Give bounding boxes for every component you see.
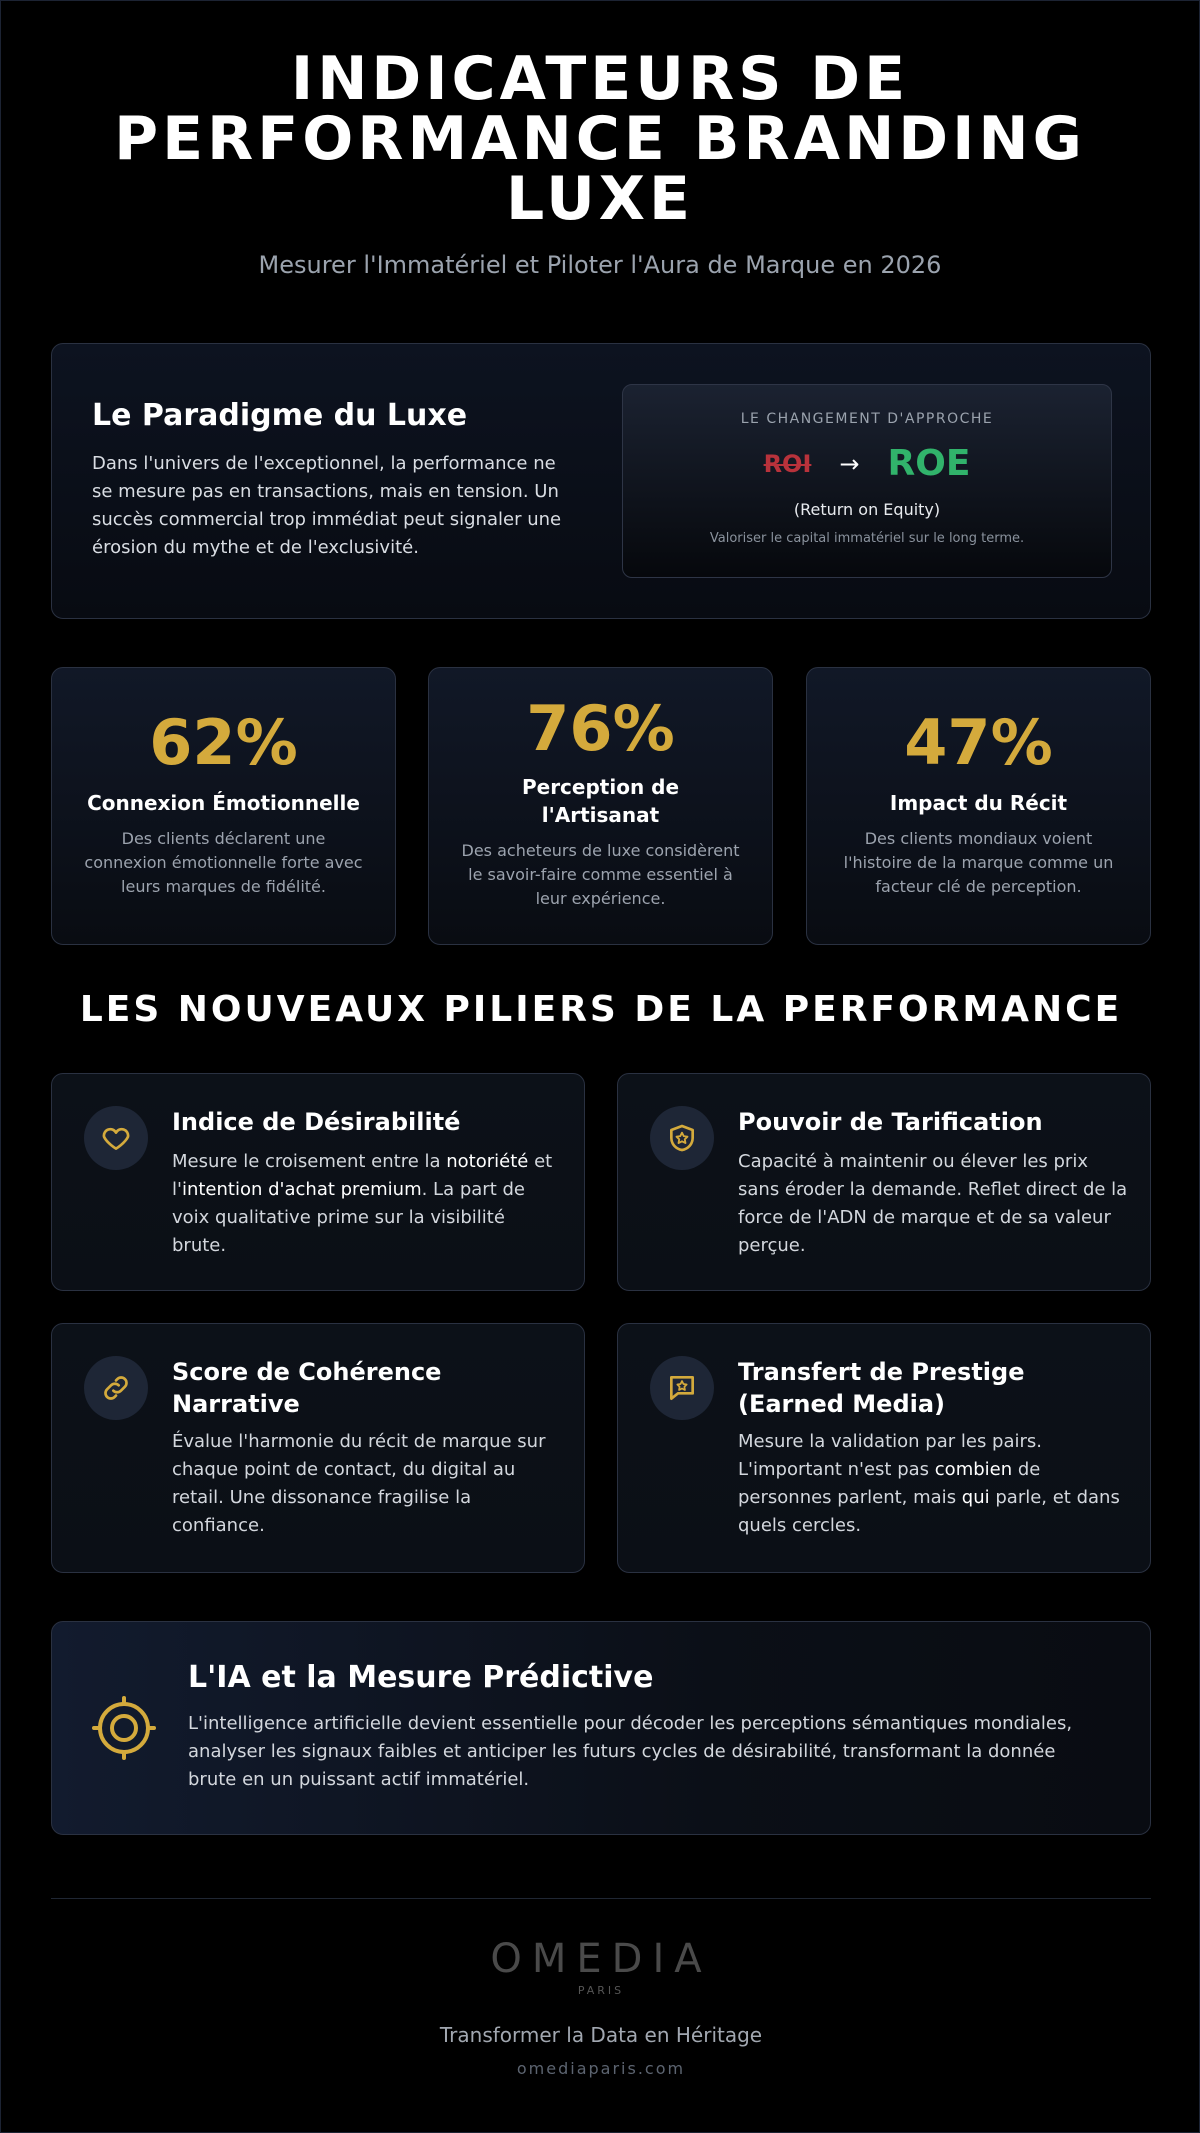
ai-title: L'IA et la Mesure Prédictive xyxy=(188,1660,654,1695)
pillars-section-title: LES NOUVEAUX PILIERS DE LA PERFORMANCE xyxy=(79,989,1123,1030)
shift-row xyxy=(623,443,1111,484)
stat-label: Perception de l'Artisanat xyxy=(521,775,680,827)
paradigm-title: Le Paradigme du Luxe xyxy=(92,398,468,433)
roe-label: ROE xyxy=(887,443,971,484)
stat-description: Des clients mondiaux voient l'histoire de la marque comme un facteur clé de perception. xyxy=(843,829,1114,896)
approach-shift-box xyxy=(622,384,1112,578)
pillar-title: Transfert de Prestige (Earned Media) xyxy=(738,1358,1025,1418)
stat-card xyxy=(428,667,773,945)
footer-divider xyxy=(51,1898,1151,1899)
paradigm-body: Dans l'univers de l'exceptionnel, la performance ne se mesure pas en transactions, mais en tension. Un succès commercial trop immédiat peut signaler une érosion du mythe et de l'exclusivité. xyxy=(92,453,562,558)
logo-city: PARIS xyxy=(577,1984,625,1997)
roi-label: ROI xyxy=(763,449,812,478)
shield-star-icon xyxy=(650,1106,714,1170)
pillar-body: Capacité à maintenir ou élever les prix sans éroder la demande. Reflet direct de la force de l'ADN de marque et de sa valeur perçue. xyxy=(738,1151,1128,1256)
message-star-icon xyxy=(650,1356,714,1420)
ai-body: L'intelligence artificielle devient essentielle pour décoder les perceptions sémantiques mondiales, analyser les signaux faibles et anticiper les futurs cycles de désirabilité, transformant la donnée brute en un puissant actif immatériel. xyxy=(188,1713,1073,1790)
arrow-right-icon: → xyxy=(839,449,860,478)
omedia-logo: OMEDIA xyxy=(490,1936,712,1982)
pillar-body: Mesure la validation par les pairs. L'important n'est pas combien de personnes parlent, mais qui parle, et dans quels cercles. xyxy=(738,1431,1120,1536)
website-link[interactable]: omediaparis.com xyxy=(516,2059,686,2078)
stat-description: Des clients déclarent une connexion émotionnelle forte avec leurs marques de fidélité. xyxy=(84,829,363,896)
stat-value: 47% xyxy=(904,706,1053,779)
shift-eyebrow: LE CHANGEMENT D'APPROCHE xyxy=(740,411,994,427)
target-gear-icon xyxy=(92,1696,156,1760)
heart-icon xyxy=(84,1106,148,1170)
pillar-card-pricing-power xyxy=(617,1073,1151,1291)
roe-expansion: (Return on Equity) xyxy=(793,500,941,519)
stat-card xyxy=(806,667,1151,945)
footer xyxy=(1,1936,1200,2078)
shift-description: Valoriser le capital immatériel sur le long terme. xyxy=(709,531,1025,546)
ai-predictive-card xyxy=(51,1621,1151,1835)
pillar-body: Mesure le croisement entre la notoriété et l'intention d'achat premium. La part de voix qualitative prime sur la visibilité brute. xyxy=(172,1151,553,1256)
pillar-title: Pouvoir de Tarification xyxy=(738,1108,1043,1136)
page-subtitle: Mesurer l'Immatériel et Piloter l'Aura de Marque en 2026 xyxy=(258,251,942,279)
pillar-title: Indice de Désirabilité xyxy=(172,1108,461,1136)
link-icon xyxy=(84,1356,148,1420)
stat-value: 76% xyxy=(526,692,675,765)
page-title: INDICATEURS DE PERFORMANCE BRANDING LUXE xyxy=(114,44,1086,234)
stat-label: Connexion Émotionnelle xyxy=(87,791,360,815)
pillar-card-prestige-transfer xyxy=(617,1323,1151,1573)
pillar-card-desirability xyxy=(51,1073,585,1291)
footer-tagline: Transformer la Data en Héritage xyxy=(439,2023,763,2047)
pillar-title: Score de Cohérence Narrative xyxy=(172,1358,442,1418)
stat-card xyxy=(51,667,396,945)
stat-value: 62% xyxy=(149,706,298,779)
stat-description: Des acheteurs de luxe considèrent le savoir-faire comme essentiel à leur expérience. xyxy=(461,841,740,908)
pillar-body: Évalue l'harmonie du récit de marque sur chaque point de contact, du digital au retail. Une dissonance fragilise la confiance. xyxy=(172,1431,546,1536)
pillar-card-narrative-coherence xyxy=(51,1323,585,1573)
paradigm-card xyxy=(51,343,1151,619)
hero-header xyxy=(1,1,1199,279)
stat-label: Impact du Récit xyxy=(889,791,1068,815)
